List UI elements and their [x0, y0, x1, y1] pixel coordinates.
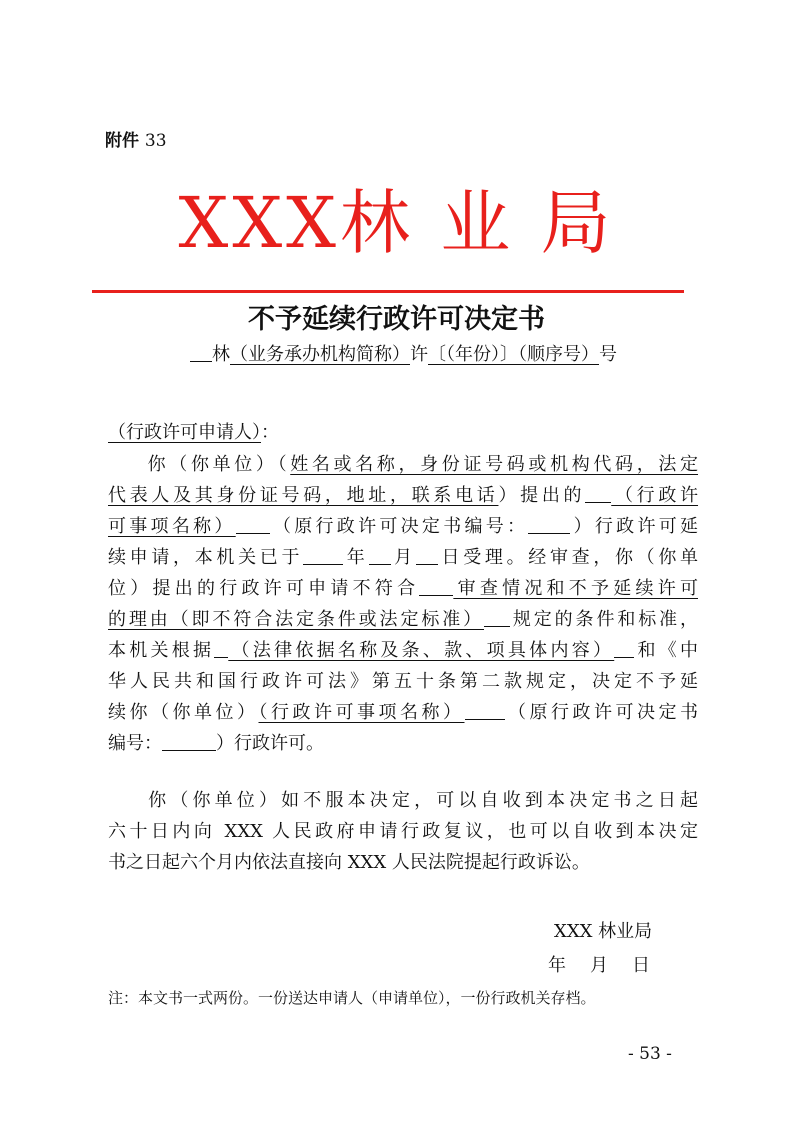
text: 年 [343, 547, 369, 568]
doc-number-agency: （业务承办机构简称） [230, 344, 410, 365]
text: 续你（你单位） [108, 702, 259, 723]
para2-line-3 [108, 847, 698, 878]
text: 位）提出的行政许可申请不符合 [108, 578, 420, 599]
text: （原行政许可决定书 [504, 702, 698, 723]
text: 书之日起六个月内依法直接向 XXX 人民法院提起行政诉讼。 [108, 852, 590, 873]
blank-line [528, 515, 570, 534]
doc-number-permit: 许 [410, 344, 428, 365]
blank-line [162, 732, 216, 751]
text: 六十日内向 XXX 人民政府申请行政复议，也可以自收到本决定 [108, 821, 698, 842]
blank-year [303, 546, 343, 565]
date-day: 日 [632, 955, 650, 976]
para1-line-7 [108, 635, 698, 666]
para1-line-9 [108, 697, 698, 728]
document-number [190, 342, 617, 368]
applicant-name: （行政许可申请人） [108, 422, 261, 443]
page-number: - 53 - [628, 1044, 672, 1064]
text: 你（你单位）如不服本决定，可以自收到本决定书之日起 [144, 790, 698, 811]
permit-item-name-2: （行政许可事项名称） [258, 702, 465, 723]
text: ）提出的 [498, 485, 586, 506]
para1-line-4 [108, 542, 698, 573]
salutation [108, 418, 698, 448]
review-reason: 审查情况和不予延续许可 [453, 578, 698, 599]
blank-prefix [190, 343, 212, 362]
date-year: 年 [548, 955, 566, 976]
doc-number-hao: 号 [599, 344, 617, 365]
text: 你（你单位）（ [144, 454, 291, 475]
blank-line [585, 484, 611, 503]
para1-line-3 [108, 511, 698, 542]
applicant-details: 姓名或名称，身份证号码或机构代码，法定 [290, 454, 699, 475]
applicant-details-cont: 代表人及其身份证号码，地址，联系电话 [108, 485, 499, 506]
blank-line [419, 577, 453, 596]
date-month: 月 [590, 955, 608, 976]
attachment-label [105, 126, 167, 151]
para1-line-1 [108, 449, 698, 480]
blank-line [614, 639, 634, 658]
text: （原行政许可决定书编号： [269, 516, 529, 537]
review-reason-cont: 的理由（即不符合法定条件或法定标准） [108, 609, 484, 630]
attachment-number: 33 [144, 131, 167, 151]
paragraph-appeal [108, 785, 698, 878]
red-header-rule [92, 290, 684, 293]
doc-number-year: 〔（年份）〕 [428, 344, 518, 365]
text: 日受理。经审查，你（你单 [437, 547, 699, 568]
text: 续申请，本机关已于 [108, 547, 304, 568]
document-title: 不予延续行政许可决定书 [248, 304, 545, 335]
blank-line [465, 701, 505, 720]
para2-line-1 [108, 785, 698, 816]
blank-line [484, 608, 510, 627]
attachment-text: 附件 [105, 131, 139, 151]
blank-day [416, 546, 438, 565]
blank-line [236, 515, 270, 534]
para1-line-10 [108, 728, 698, 759]
permit-item-name-cont: 可事项名称） [108, 516, 236, 537]
blank-month [369, 546, 391, 565]
text: 月 [390, 547, 416, 568]
footnote: 注：本文书一式两份。一份送达申请人（申请单位），一份行政机关存档。 [108, 989, 596, 1007]
permit-item-name: （行政许 [611, 485, 699, 506]
para1-line-5 [108, 573, 698, 604]
text: ）行政许可延 [570, 516, 699, 537]
signature-organization: XXX 林业局 [554, 921, 653, 942]
text: 编号： [108, 733, 162, 754]
doc-number-forest: 林 [212, 344, 230, 365]
text: 规定的条件和标准， [510, 609, 698, 630]
paragraph-decision [108, 449, 698, 759]
organization-header: XXX林 业 局 [178, 182, 615, 264]
text: 华人民共和国行政许可法》第五十条第二款规定，决定不予延 [108, 671, 698, 692]
legal-basis: （法律依据名称及条、款、项具体内容） [228, 640, 615, 661]
blank-line [214, 639, 228, 658]
para2-line-2 [108, 816, 698, 847]
text: 和《中 [634, 640, 699, 661]
para1-line-8 [108, 666, 698, 697]
signature-date [548, 952, 650, 980]
salutation-colon: ： [261, 422, 279, 443]
text: 本机关根据 [108, 640, 215, 661]
para1-line-6 [108, 604, 698, 635]
doc-number-seq: （顺序号） [518, 344, 599, 365]
text: ）行政许可。 [216, 733, 324, 754]
para1-line-2 [108, 480, 698, 511]
